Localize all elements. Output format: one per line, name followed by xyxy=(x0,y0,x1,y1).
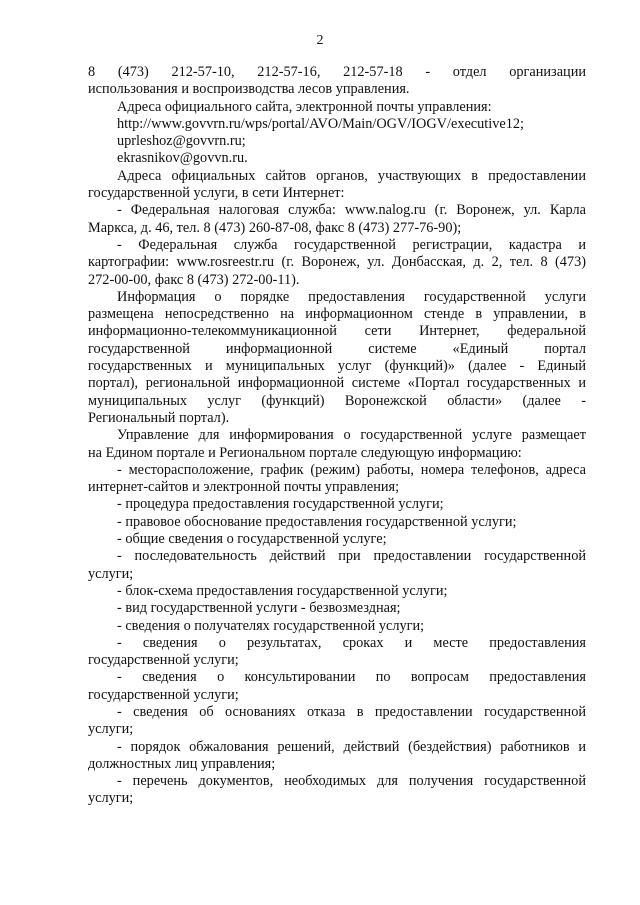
text-line: - сведения о результатах, сроках и месте предоставления xyxy=(117,634,586,651)
text-line: http://www.govvrn.ru/wps/portal/AVO/Main/OGV/IOGV/executive12; xyxy=(117,115,525,132)
text-line: Региональный портал). xyxy=(88,409,230,426)
text-line: муниципальных услуг (функций) Воронежской области» (далее - xyxy=(88,392,586,409)
text-line: на Едином портале и Региональном портале следующую информацию: xyxy=(88,444,522,461)
text-line: услуги; xyxy=(88,721,134,738)
text-line: интернет-сайтов и электронной почты управления; xyxy=(88,479,400,496)
page-number: 2 xyxy=(316,33,324,48)
text-line: использования и воспроизводства лесов управления. xyxy=(88,81,410,98)
text-line: государственных и муниципальных услуг (функций)» (далее - Единый xyxy=(88,358,586,375)
text-line: - последовательность действий при предоставлении государственной xyxy=(117,548,586,565)
text-line: 8 (473) 212-57-10, 212-57-16, 212-57-18 - отдел организации xyxy=(88,64,586,80)
text-line: - перечень документов, необходимых для получения государственной xyxy=(117,773,586,790)
text-line: Адреса официального сайта, электронной почты управления: xyxy=(117,98,492,115)
text-line: Управление для информирования о государственной услуге размещает xyxy=(117,427,586,444)
text-line: - Федеральная налоговая служба: www.nalog.ru (г. Воронеж, ул. Карла xyxy=(117,202,586,219)
text-line: - сведения о получателях государственной услуги; xyxy=(117,617,425,634)
text-line: государственной услуги; xyxy=(88,686,239,703)
text-line: государственной информационной системе «Единый портал xyxy=(88,340,586,357)
text-line: - правовое обоснование предоставления государственной услуги; xyxy=(117,513,517,530)
text-line: - Федеральная служба государственной регистрации, кадастра и xyxy=(117,236,586,253)
text-line: Информация о порядке предоставления государственной услуги xyxy=(117,288,586,305)
text-line: Маркса, д. 46, тел. 8 (473) 260-87-08, факс 8 (473) 277-76-90); xyxy=(88,219,462,236)
text-line: - месторасположение, график (режим) работы, номера телефонов, адреса xyxy=(117,461,586,478)
text-line: - блок-схема предоставления государственной услуги; xyxy=(117,582,448,599)
text-line: - вид государственной услуги - безвозмездная; xyxy=(117,600,401,617)
text-line: 272-00-00, факс 8 (473) 272-00-11). xyxy=(88,271,300,288)
text-line: - порядок обжалования решений, действий (бездействия) работников и xyxy=(117,738,586,755)
text-line: портал), региональной информационной системе «Портал государственных и xyxy=(88,375,586,392)
text-line: uprleshoz@govvrn.ru; xyxy=(117,133,246,150)
text-line: услуги; xyxy=(88,790,134,807)
text-line: - процедура предоставления государственной услуги; xyxy=(117,496,444,513)
text-line: ekrasnikov@govvn.ru. xyxy=(117,150,248,167)
text-line: государственной услуги; xyxy=(88,652,239,669)
text-line: услуги; xyxy=(88,565,134,582)
text-line: картографии: www.rosreestr.ru (г. Воронеж, ул. Донбасская, д. 2, тел. 8 (473) xyxy=(88,254,586,271)
text-line: - общие сведения о государственной услуге; xyxy=(117,531,387,548)
text-line: - сведения о консультировании по вопросам предоставления xyxy=(117,669,586,686)
text-line: должностных лиц управления; xyxy=(88,755,276,772)
text-line: государственной услуги, в сети Интернет: xyxy=(88,185,345,202)
text-line: информационно-телекоммуникационной сети Интернет, федеральной xyxy=(88,323,586,340)
text-line: размещена непосредственно на информационном стенде в управлении, в xyxy=(88,306,586,323)
text-line: Адреса официальных сайтов органов, участвующих в предоставлении xyxy=(117,167,586,184)
document-body xyxy=(88,64,586,808)
text-line: - сведения об основаниях отказа в предоставлении государственной xyxy=(117,703,586,720)
